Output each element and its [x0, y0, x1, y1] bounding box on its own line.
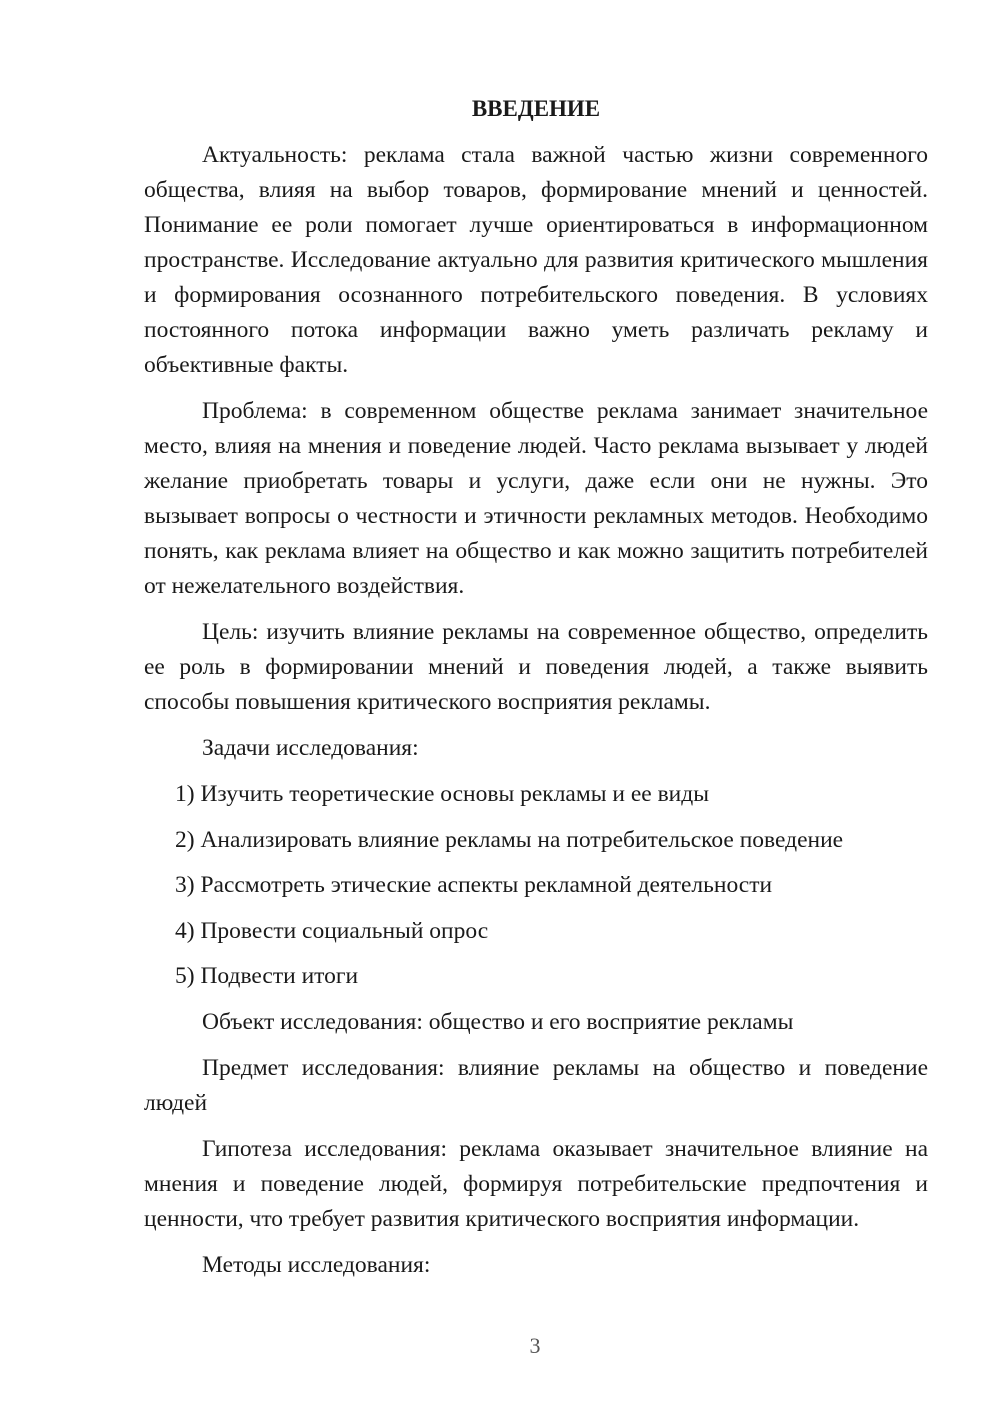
document-page — [144, 92, 928, 1294]
section-title: ВВЕДЕНИЕ — [471, 96, 601, 121]
list-item: 1) Изучить теоретические основы рекламы и ее виды — [175, 781, 710, 807]
hypothesis-paragraph: Гипотеза исследования: реклама оказывает значительное влияние на мнения и поведение людей, формируя потребительские предпочтения и ценности, что требует развития критического восприятия информации. — [144, 1135, 928, 1232]
list-item: 2) Анализировать влияние рекламы на потребительское поведение — [175, 826, 844, 853]
subject-paragraph: Предмет исследования: влияние рекламы на общество и поведение людей — [144, 1054, 928, 1116]
tasks-list — [144, 777, 928, 994]
problem-paragraph: Проблема: в современном обществе реклама занимает значительное место, влияя на мнения и поведение людей. Часто реклама вызывает у людей желание приобретать товары и услуги, даже если они не нужны. Это вызывает вопросы о честности и этичности рекламных методов. Необходимо понять, как реклама влияет на общество и как можно защитить потребителей от нежелательного воздействия. — [144, 398, 928, 599]
page-number: 3 — [529, 1333, 541, 1358]
methods-heading: Методы исследования: — [202, 1251, 431, 1278]
object-paragraph: Объект исследования: общество и его восприятие рекламы — [202, 1008, 794, 1035]
list-item: 5) Подвести итоги — [175, 963, 359, 989]
relevance-paragraph: Актуальность: реклама стала важной частью жизни современного общества, влияя на выбор товаров, формирование мнений и ценностей. Понимание ее роли помогает лучше ориентироваться в информационном пространстве. Исследование актуально для развития критического мышления и формирования осознанного потребительского поведения. В условиях постоянного потока информации важно уметь различать рекламу и объективные факты. — [144, 142, 928, 378]
goal-paragraph: Цель: изучить влияние рекламы на современное общество, определить ее роль в формировании мнений и поведения людей, а также выявить способы повышения критического восприятия рекламы. — [144, 619, 928, 715]
list-item: 3) Рассмотреть этические аспекты рекламной деятельности — [175, 872, 773, 898]
list-item: 4) Провести социальный опрос — [175, 917, 489, 944]
tasks-heading: Задачи исследования: — [202, 735, 419, 761]
